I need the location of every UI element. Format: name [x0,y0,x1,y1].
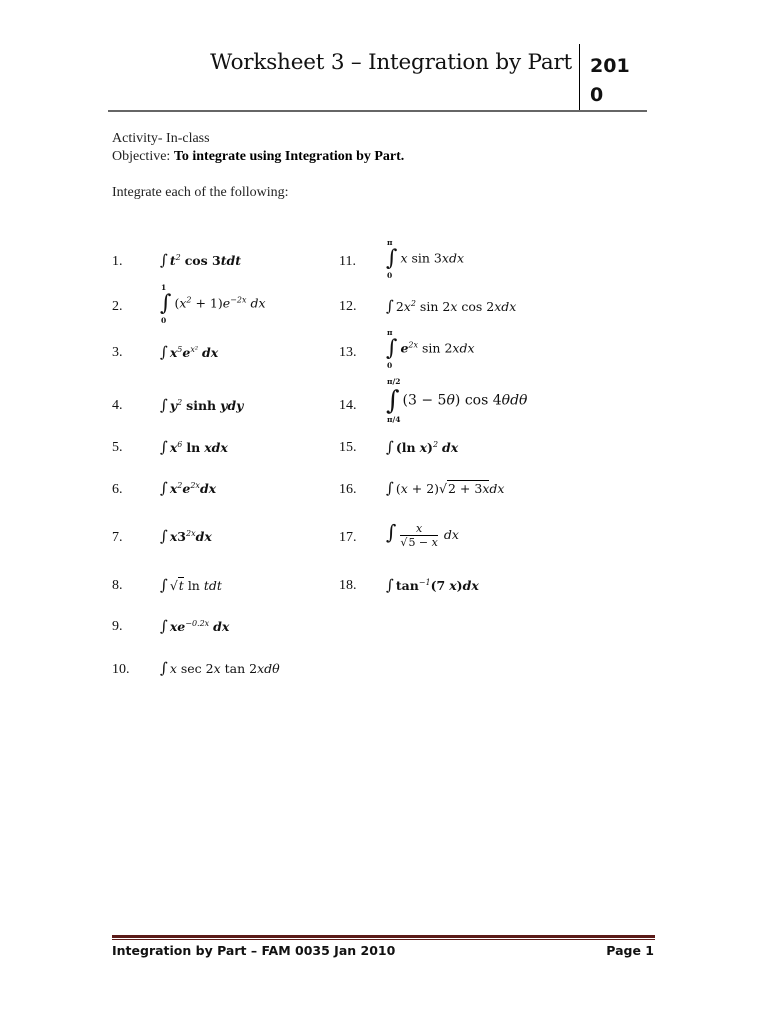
problem-number: 6. [112,482,123,497]
problem-expression: ∫ √t ln tdt [160,576,222,594]
problem-number: 5. [112,440,123,455]
problem-number: 16. [339,482,357,497]
problem-expression: ∫ $2x^2$ sin 2x cos 2xdx [386,297,517,315]
header-year-line2: 0 [590,84,604,106]
instruction-line: Integrate each of the following: [112,185,289,200]
problem-expression: ∫ (x + 2)√2 + 3xdx [386,479,505,497]
activity-line: Activity- In-class [112,131,210,146]
problem-number: 17. [339,530,357,545]
problem-number: 9. [112,619,123,634]
problem-expression: ∫ 1 0 $(x^2 + 1)e^{-2x}$ dx [160,283,266,325]
problem-number: 10. [112,662,130,677]
problem-expression: ∫ $x^5e^{x^2}$ dx [160,343,219,361]
problem-number: 11. [339,254,356,269]
problem-number: 7. [112,530,123,545]
problem-expression: ∫ (ln x)$^2$ dx [386,438,459,456]
objective-line [112,149,404,165]
problem-expression: ∫ $t^2$ cos 3tdt [160,251,242,269]
problem-expression: ∫ π 0 x sin 3xdx [386,238,464,280]
problem-number: 13. [339,345,357,360]
problem-expression: ∫ $x^2e^{2x}dx$ [160,479,217,497]
footer-rule-thin [112,939,655,940]
header-divider-vertical [579,44,580,110]
problem-expression: ∫ $\tan^{-1}(7$ x)dx [386,576,479,594]
problem-number: 8. [112,578,123,593]
footer-course-text: Integration by Part – FAM 0035 Jan 2010 [112,943,396,958]
header-rule [108,110,647,112]
page-number: Page 1 [606,943,654,958]
problem-number: 3. [112,345,123,360]
footer-rule-thick [112,935,655,938]
header-year [590,52,640,110]
problem-number: 12. [339,299,357,314]
problem-expression: ∫ π/2 π/4 (3 − 5θ) cos 4θdθ [386,377,528,424]
problem-number: 2. [112,299,123,314]
problem-expression: ∫ $x3^{2x}dx$ [160,527,212,545]
problem-expression: ∫ $y^2$ sinh ydy [160,396,244,414]
problem-expression: ∫ $\frac{x}{√5 - x}$ dx [386,520,459,549]
problem-number: 4. [112,398,123,413]
header-year-line1: 201 [590,55,630,77]
problem-number: 14. [339,398,357,413]
problem-expression: ∫ x sec 2x tan 2xdθ [160,659,280,677]
problem-number: 15. [339,440,357,455]
objective-label: Objective: [112,149,174,164]
problem-expression: ∫ π 0 $e^{2x}$ sin 2xdx [386,328,475,370]
problem-number: 18. [339,578,357,593]
problem-expression: ∫ $x^6$ ln xdx [160,438,228,456]
worksheet-title: Worksheet 3 – Integration by Part [210,50,572,75]
objective-text: To integrate using Integration by Part. [173,149,405,164]
problem-expression: ∫ $xe^{-0.2x}$ dx [160,617,230,635]
problem-number: 1. [112,254,123,269]
